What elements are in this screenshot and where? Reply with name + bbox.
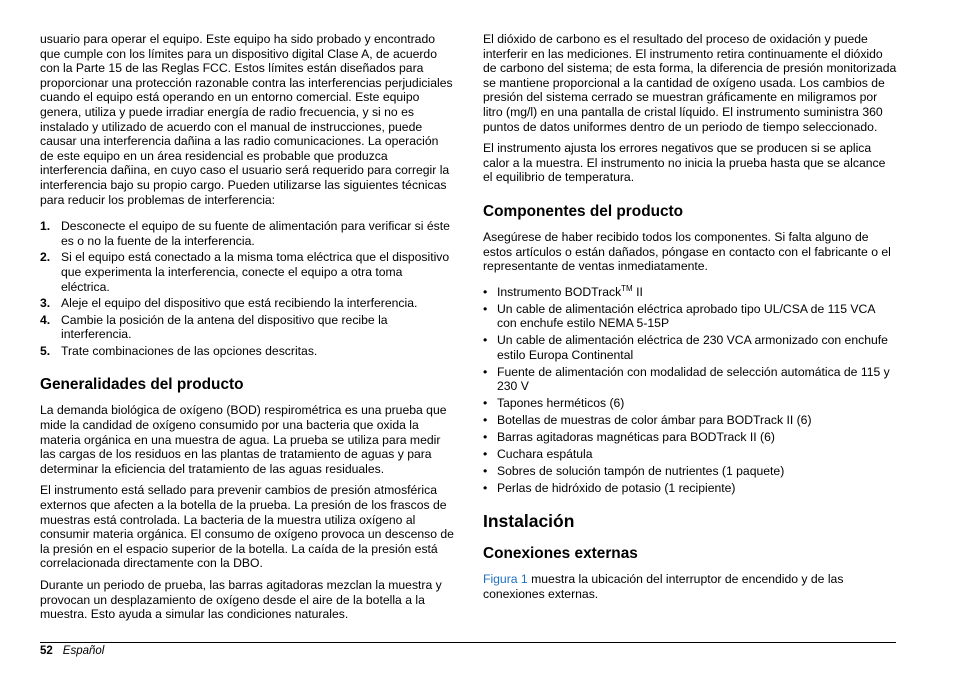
right-column	[483, 32, 897, 608]
component-name: Tapones herméticos (6)	[497, 396, 625, 411]
connections-heading: Conexiones externas	[483, 545, 638, 563]
trademark-mark: TM	[621, 283, 633, 293]
step-number: 1.	[40, 219, 51, 234]
list-item	[40, 296, 454, 311]
bullet-icon: •	[483, 446, 488, 461]
component-name: Botellas de muestras de color ámbar para BODTrack II (6)	[497, 412, 812, 427]
component-name: Perlas de hidróxido de potasio (1 recipiente)	[497, 480, 736, 495]
list-item	[40, 250, 454, 294]
step-text: Cambie la posición de la antena del dispositivo que recibe la interferencia.	[61, 312, 388, 342]
step-text: Aleje el equipo del dispositivo que está recibiendo la interferencia.	[61, 296, 418, 311]
bullet-icon: •	[483, 284, 488, 299]
step-text: Desconecte el equipo de su fuente de alimentación para verificar si éste es o no la fuente de la interferencia.	[61, 219, 450, 248]
list-item	[483, 447, 897, 462]
list-item	[483, 464, 897, 479]
bullet-icon: •	[483, 463, 488, 478]
step-text: Trate combinaciones de las opciones descritas.	[61, 343, 318, 358]
components-list	[483, 285, 897, 495]
left-column	[40, 32, 454, 629]
bullet-icon: •	[483, 429, 488, 444]
component-name-suffix: II	[632, 284, 643, 299]
overview-paragraph: Durante un periodo de prueba, las barras agitadoras mezclan la muestra y provocan un desplazamiento de oxígeno desde el aire de la botella a la muestra. Esto ayuda a simular las condiciones naturales.	[40, 578, 442, 622]
list-item	[483, 365, 897, 394]
overview-paragraph: El instrumento está sellado para prevenir cambios de presión atmosférica externos que afecten a la botella de la prueba. La presión de los frascos de muestras está controlada. La bacteria de la muestra utiliza oxígeno al consumir materia orgánica. El consumo de oxígeno provoca un descenso de la presión en el espacio superior de la botella. La caída de la presión está correlacionada directamente con la DBO.	[40, 483, 454, 571]
installation-heading: Instalación	[483, 511, 575, 532]
bullet-icon: •	[483, 333, 488, 348]
interference-steps-list	[40, 219, 454, 358]
overview-heading: Generalidades del producto	[40, 376, 244, 394]
component-name: Cuchara espátula	[497, 446, 593, 461]
list-item	[483, 333, 897, 362]
list-item	[483, 481, 897, 496]
step-number: 5.	[40, 343, 51, 358]
components-intro: Asegúrese de haber recibido todos los componentes. Si falta alguno de estos artículos o están dañados, póngase en contacto con el fabricante o el representante de ventas inmediatamente.	[483, 229, 891, 274]
figure-link[interactable]: Figura 1	[483, 572, 528, 587]
page-number: 52	[40, 645, 53, 657]
component-name: Un cable de alimentación eléctrica aprobado tipo UL/CSA de 115 VCA con enchufe estilo NEMA 5-15P	[497, 301, 875, 331]
component-name: Un cable de alimentación eléctrica de 230 VCA armonizado con enchufe estilo Europa Continental	[497, 333, 888, 362]
connections-text: muestra la ubicación del interruptor de encendido y de las conexiones externas.	[483, 572, 844, 601]
list-item	[483, 413, 897, 428]
list-item	[483, 285, 897, 300]
step-number: 4.	[40, 312, 51, 327]
carbon-dioxide-paragraph: El dióxido de carbono es el resultado del proceso de oxidación y puede interferir en las mediciones. El instrumento retira continuamente el dióxido de carbono del sistema; de esta forma, la diferencia de presión monitorizada se mantiene proporcional a la cantidad de oxígeno usada. Los cambios de presión del sistema cerrado se muestran gráficamente en miligramos por litro (mg/l) en una pantalla de cristal líquido. El instrumento suministra 360 puntos de datos uniformes dentro de un periodo de tiempo seleccionado.	[483, 32, 897, 134]
overview-paragraph: La demanda biológica de oxígeno (BOD) respirométrica es una prueba que mide la candidad de oxígeno consumido por una bacteria que oxida la materia orgánica en una muestra de agua. La prueba se utiliza para medir las cargas de los residuos en las plantas de tratamiento de aguas y para determinar la eficiencia del tratamiento de las aguas residuales.	[40, 403, 447, 476]
component-name: Sobres de solución tampón de nutrientes (1 paquete)	[497, 463, 785, 478]
step-text: Si el equipo está conectado a la misma toma eléctrica que el dispositivo que experimenta la interferencia, conecte el equipo a otra toma eléctrica.	[61, 250, 450, 294]
list-item	[483, 396, 897, 411]
components-heading: Componentes del producto	[483, 202, 684, 220]
temperature-paragraph: El instrumento ajusta los errores negativos que se producen si se aplica calor a la muestra. El instrumento no inicia la prueba hasta que se alcance el equilibrio de temperatura.	[483, 141, 886, 185]
component-name: Fuente de alimentación con modalidad de selección automática de 115 y 230 V	[497, 364, 890, 394]
connections-paragraph	[483, 572, 897, 601]
bullet-icon: •	[483, 364, 488, 379]
list-item	[483, 302, 897, 331]
footer-divider	[40, 642, 896, 643]
list-item	[40, 344, 454, 359]
step-number: 3.	[40, 296, 51, 311]
fcc-intro-paragraph: usuario para operar el equipo. Este equipo ha sido probado y encontrado que cumple con los límites para un dispositivo digital Clase A, de acuerdo con la Parte 15 de las Reglas FCC. Estos límites están diseñados para proporcionar una protección razonable contra las interferencias perjudiciales cuando el equipo está operando en un entorno comercial. Este equipo genera, utiliza y puede irradiar energía de radio frecuencia, y si no es instalado y utilizado de acuerdo con el manual de instrucciones, puede causar una interferencia dañina a las radio comunicaciones. La operación de este equipo en un área residencial es probable que produzca interferencia dañina, en cuyo caso el usuario será requerido para corregir la interferencia bajo su propio cargo. Pueden utilizarse las siguientes técnicas para reducir los problemas de interferencia:	[40, 32, 453, 207]
bullet-icon: •	[483, 412, 488, 427]
step-number: 2.	[40, 250, 51, 265]
footer-language: Español	[62, 645, 105, 657]
list-item	[483, 430, 897, 445]
list-item	[40, 219, 454, 248]
page-footer	[40, 644, 104, 658]
bullet-icon: •	[483, 396, 488, 411]
component-name: Barras agitadoras magnéticas para BODTrack II (6)	[497, 429, 775, 444]
list-item	[40, 313, 454, 342]
component-name: Instrumento BODTrack	[497, 284, 622, 299]
bullet-icon: •	[483, 480, 488, 495]
bullet-icon: •	[483, 301, 488, 316]
